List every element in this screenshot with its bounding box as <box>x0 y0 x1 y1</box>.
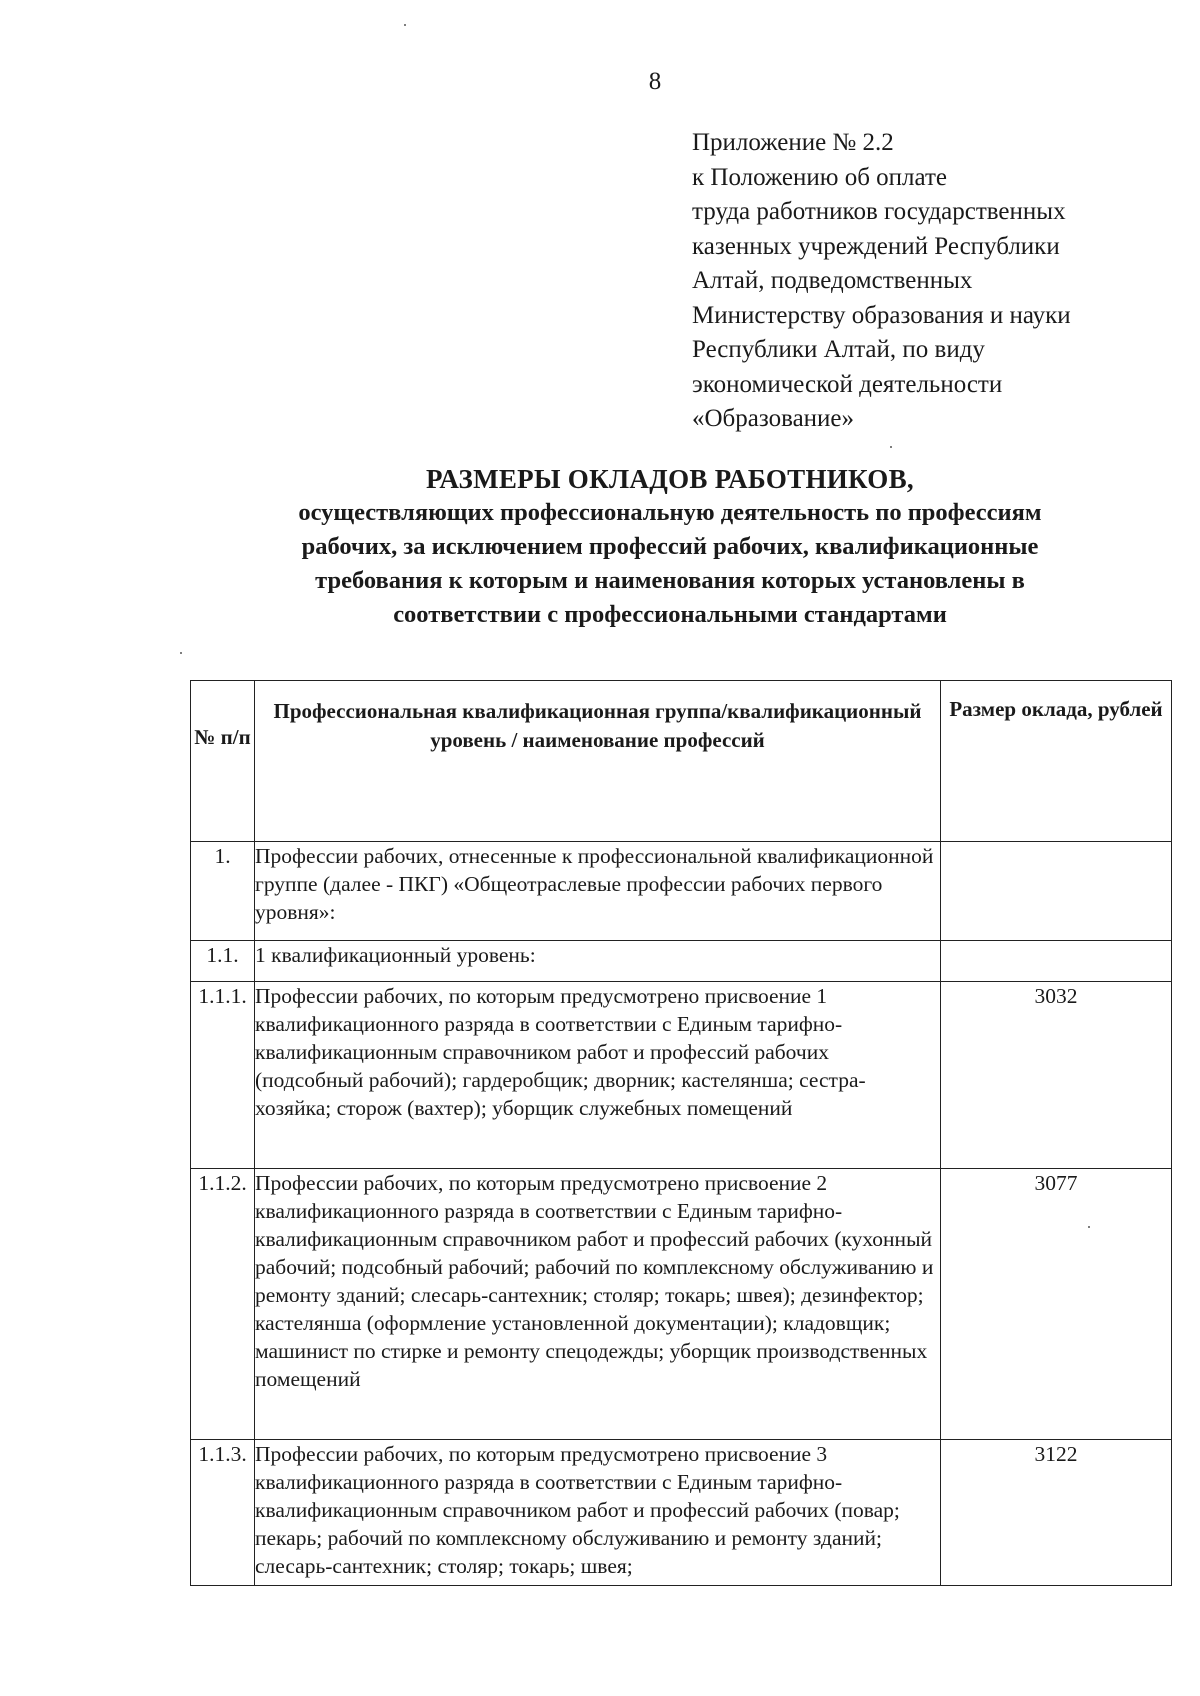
table-header-row <box>191 681 1172 842</box>
appendix-line: экономической деятельности <box>692 370 1003 398</box>
document-heading <box>200 462 1140 632</box>
row-salary: 3032 <box>941 982 1172 1169</box>
table-row <box>191 842 1172 941</box>
appendix-line: Республики Алтай, по виду <box>692 336 985 363</box>
document-subtitle-line: рабочих, за исключением профессий рабочих, квалификационные <box>301 533 1039 560</box>
table-row <box>191 1440 1172 1586</box>
appendix-line: казенных учреждений Республики <box>692 232 1060 260</box>
page-number: 8 <box>648 68 662 95</box>
table-row <box>191 982 1172 1169</box>
appendix-line: Приложение № 2.2 <box>692 129 894 156</box>
appendix-line: к Положению об оплате <box>692 163 947 191</box>
appendix-line: Алтай, подведомственных <box>692 267 973 294</box>
scan-speck <box>890 446 892 448</box>
document-subtitle-line: осуществляющих профессиональную деятельность по профессиям <box>298 499 1042 526</box>
appendix-line: труда работников государственных <box>692 198 1066 225</box>
document-title: РАЗМЕРЫ ОКЛАДОВ РАБОТНИКОВ, <box>426 464 914 494</box>
row-number: 1.1.3. <box>191 1440 255 1586</box>
header-group: Профессиональная квалификационная группа/квалификационный уровень / наименование профессий <box>255 681 941 842</box>
table-row <box>191 941 1172 982</box>
document-subtitle-line: требования к которым и наименования которых установлены в <box>315 567 1025 594</box>
salary-table <box>190 680 1172 1586</box>
row-name: Профессии рабочих, по которым предусмотрено присвоение 2 квалификационного разряда в соответствии с Единым тарифно-квалификационным справочником работ и профессий рабочих (кухонный рабочий; подсобный рабочий; рабочий по комплексному обслуживанию и ремонту зданий; слесарь-сантехник; столяр; токарь; швея); дезинфектор; кастелянша (оформление установленной документации); кладовщик; машинист по стирке и ремонту спецодежды; уборщик производственных помещений <box>255 1169 941 1440</box>
appendix-line: Министерству образования и науки <box>692 301 1071 329</box>
appendix-block <box>692 126 1132 437</box>
header-salary: Размер оклада, рублей <box>941 681 1172 842</box>
document-subtitle-line: соответствии с профессиональными стандартами <box>393 601 947 628</box>
header-number: № п/п <box>191 681 255 842</box>
row-name: Профессии рабочих, отнесенные к профессиональной квалификационной группе (далее - ПКГ) «Общеотраслевые профессии рабочих первого уровня»: <box>255 842 941 941</box>
row-name: 1 квалификационный уровень: <box>255 941 941 982</box>
scan-speck <box>404 24 406 26</box>
row-number: 1.1.1. <box>191 982 255 1169</box>
appendix-line: «Образование» <box>692 405 855 432</box>
row-name: Профессии рабочих, по которым предусмотрено присвоение 1 квалификационного разряда в соответствии с Единым тарифно-квалификационным справочником работ и профессий рабочих (подсобный рабочий); гардеробщик; дворник; кастелянша; сестра-хозяйка; сторож (вахтер); уборщик служебных помещений <box>255 982 941 1169</box>
row-number: 1. <box>191 842 255 941</box>
row-salary: 3077 <box>941 1169 1172 1440</box>
row-salary <box>941 842 1172 941</box>
row-salary <box>941 941 1172 982</box>
row-number: 1.1. <box>191 941 255 982</box>
scan-speck <box>180 652 182 654</box>
row-name: Профессии рабочих, по которым предусмотрено присвоение 3 квалификационного разряда в соответствии с Единым тарифно-квалификационным справочником работ и профессий рабочих (повар; пекарь; рабочий по комплексному обслуживанию и ремонту зданий; слесарь-сантехник; столяр; токарь; швея; <box>255 1440 941 1586</box>
table-row <box>191 1169 1172 1440</box>
row-salary: 3122 <box>941 1440 1172 1586</box>
row-number: 1.1.2. <box>191 1169 255 1440</box>
